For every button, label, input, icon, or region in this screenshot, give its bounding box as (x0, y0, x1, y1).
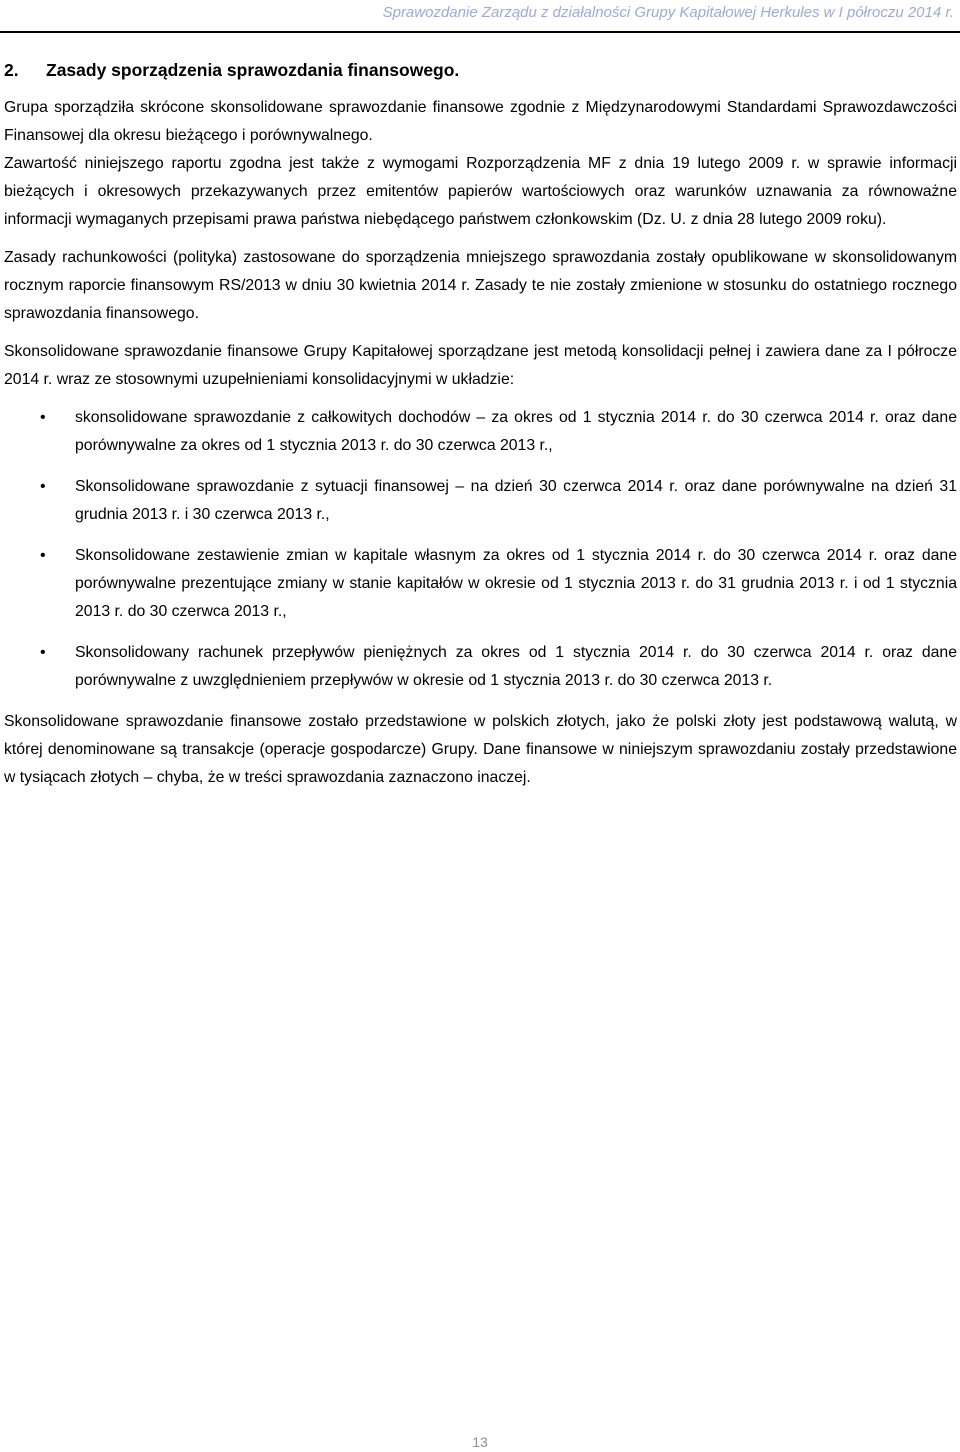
paragraph-accounting-policy: Zasady rachunkowości (polityka) zastosowane do sporządzenia mniejszego sprawozdania zostały opublikowane w skonsolidowanym rocznym raporcie finansowym RS/2013 w dniu 30 kwietnia 2014 r. Zasady te nie zostały zmienione w stosunku do ostatniego rocznego sprawozdania finansowego. (4, 249, 957, 322)
list-item-text: Skonsolidowane zestawienie zmian w kapitale własnym za okres od 1 stycznia 2014 r. do 30 czerwca 2014 r. oraz dane porównywalne prezentujące zmiany w stanie kapitałów w okresie od 1 stycznia 2013 r. do 31 grudnia 2013 r. i od 1 stycznia 2013 r. do 30 czerwca 2013 r., (75, 547, 957, 620)
bullet-icon: • (40, 644, 46, 661)
paragraph-ifrs-basis: Grupa sporządziła skrócone skonsolidowane sprawozdanie finansowe zgodnie z Międzynarodowymi Standardami Sprawozdawczości Finansowej dla okresu bieżącego i porównywalnego. (4, 99, 957, 144)
bullet-icon: • (40, 547, 46, 564)
section-title: Zasady sporządzenia sprawozdania finansowego. (46, 60, 460, 80)
list-item (4, 473, 957, 529)
section-number: 2. (4, 60, 19, 80)
statements-list (4, 404, 957, 695)
header-divider (0, 31, 960, 33)
section-heading (4, 60, 459, 81)
page-number: 13 (472, 1434, 488, 1450)
list-item (4, 404, 957, 460)
paragraph-regulation: Zawartość niniejszego raportu zgodna jest także z wymogami Rozporządzenia MF z dnia 19 lutego 2009 r. w sprawie informacji bieżących i okresowych przekazywanych przez emitentów papierów wartościowych oraz warunków uznawania za równoważne informacji wymaganych przepisami prawa państwa niebędącego państwem członkowskim (Dz. U. z dnia 28 lutego 2009 roku). (4, 155, 957, 228)
paragraph-consolidation: Skonsolidowane sprawozdanie finansowe Grupy Kapitałowej sporządzane jest metodą konsolidacji pełnej i zawiera dane za I półrocze 2014 r. wraz ze stosownymi uzupełnieniami konsolidacyjnymi w układzie: (4, 343, 957, 388)
list-item (4, 542, 957, 626)
paragraph-currency: Skonsolidowane sprawozdanie finansowe zostało przedstawione w polskich złotych, jako że polski złoty jest podstawową walutą, w której denominowane są transakcje (operacje gospodarcze) Grupy. Dane finansowe w niniejszym sprawozdaniu zostały przedstawione w tysiącach złotych – chyba, że w treści sprawozdania zaznaczono inaczej. (4, 713, 957, 786)
bullet-icon: • (40, 478, 46, 495)
bullet-icon: • (40, 409, 46, 426)
list-item-text: Skonsolidowane sprawozdanie z sytuacji finansowej – na dzień 30 czerwca 2014 r. oraz dane porównywalne na dzień 31 grudnia 2013 r. i 30 czerwca 2013 r., (75, 478, 957, 523)
document-body (4, 94, 957, 792)
running-header: Sprawozdanie Zarządu z działalności Grupy Kapitałowej Herkules w I półroczu 2014 r. (382, 4, 954, 21)
list-item-text: Skonsolidowany rachunek przepływów pieniężnych za okres od 1 stycznia 2014 r. do 30 czerwca 2014 r. oraz dane porównywalne z uwzględnieniem przepływów w okresie od 1 stycznia 2013 r. do 30 czerwca 2013 r. (75, 644, 957, 689)
list-item (4, 639, 957, 695)
list-item-text: skonsolidowane sprawozdanie z całkowitych dochodów – za okres od 1 stycznia 2014 r. do 30 czerwca 2014 r. oraz dane porównywalne za okres od 1 stycznia 2013 r. do 30 czerwca 2013 r., (75, 409, 957, 454)
